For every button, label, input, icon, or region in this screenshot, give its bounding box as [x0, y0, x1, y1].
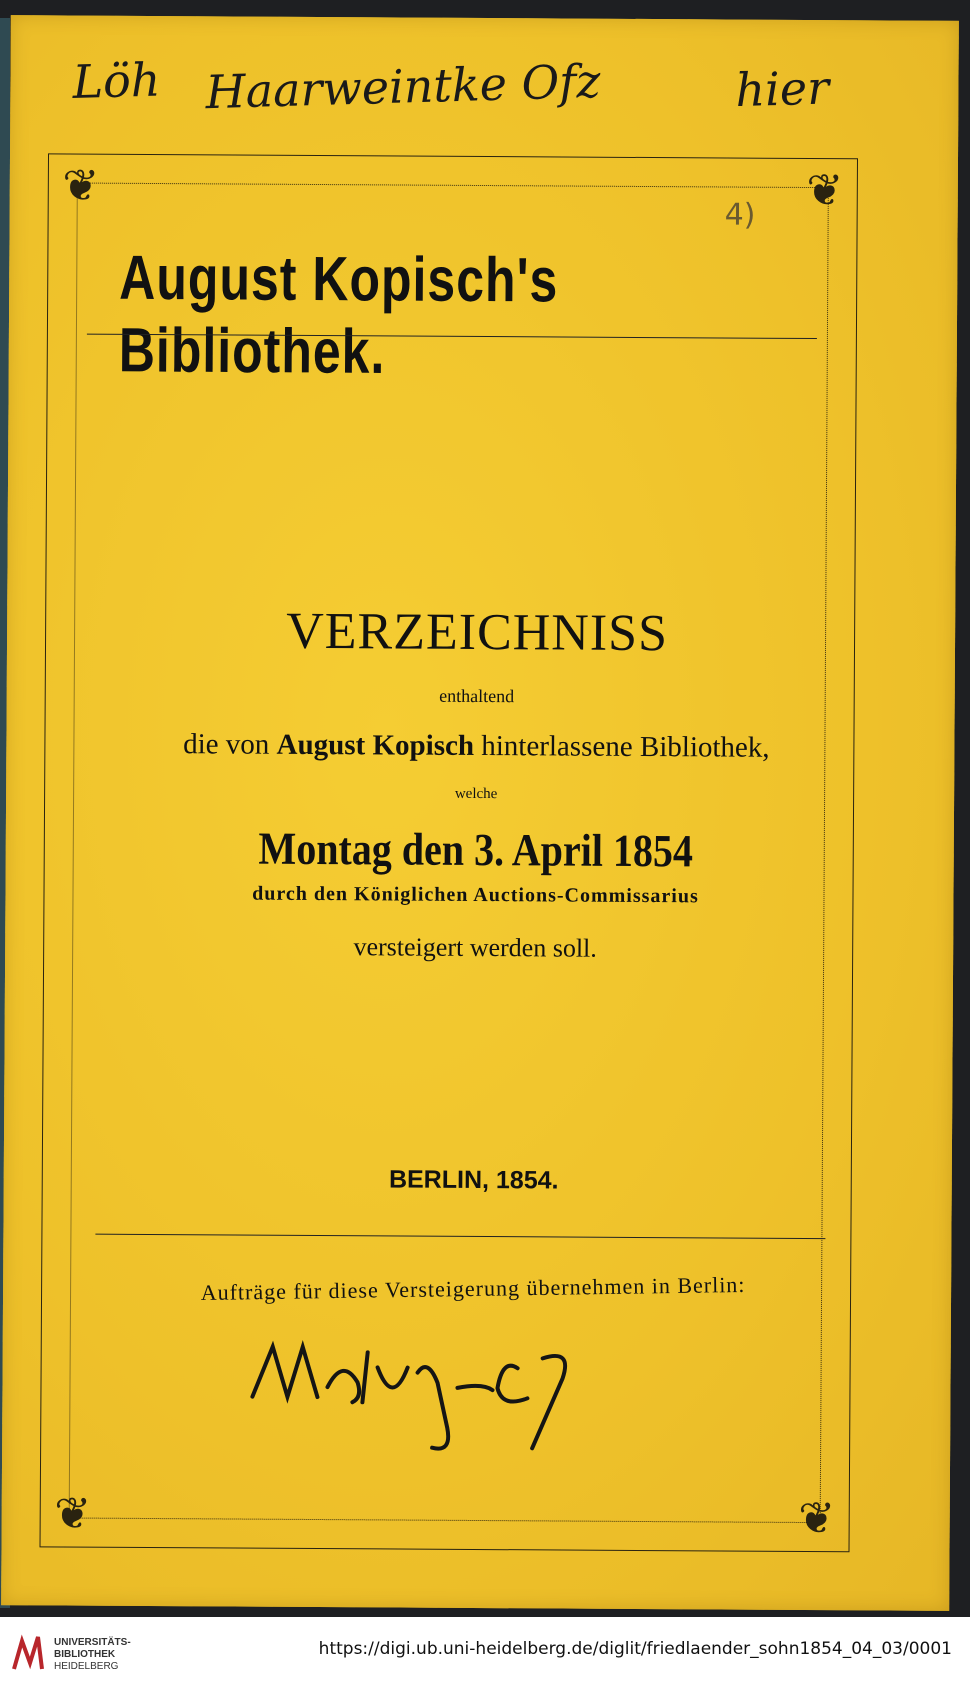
- handwritten-note-1: Löh: [71, 52, 162, 110]
- line-enthaltend: enthaltend: [439, 685, 515, 707]
- logo-line-3: HEIDELBERG: [54, 1661, 119, 1672]
- footer-bar: [0, 1617, 970, 1687]
- orders-line: Aufträge für diese Versteigerung übernehmen in Berlin:: [200, 1271, 746, 1306]
- corner-ornament-top-right: ❦: [806, 165, 844, 216]
- line-bibliothek: [66, 727, 886, 765]
- line-bibliothek-name: August Kopisch: [276, 728, 475, 762]
- line-durch: durch den Königlichen Auctions-Commissarius: [252, 882, 699, 908]
- handwritten-note-2: Haarweintke Ofz: [204, 53, 602, 120]
- university-library-logo-icon: [10, 1633, 46, 1673]
- corner-ornament-bottom-right: ❦: [798, 1493, 836, 1544]
- auction-date: Montag den 3. April 1854: [258, 822, 694, 877]
- handwritten-note-3: hier: [734, 60, 830, 118]
- corner-ornament-top-left: ❦: [62, 161, 100, 211]
- handwritten-signature: [242, 1327, 663, 1460]
- permalink-url[interactable]: https://digi.ub.uni-heidelberg.de/diglit/friedlaender_sohn1854_04_03/0001: [318, 1639, 952, 1659]
- scanned-title-page: [1, 15, 959, 1611]
- line-welche: welche: [454, 785, 498, 803]
- line-bibliothek-pre: die von: [183, 728, 277, 761]
- line-versteigert: versteigert werden soll.: [353, 932, 597, 963]
- logo-line-2: BIBLIOTHEK: [54, 1649, 116, 1660]
- catalogue-heading: VERZEICHNISS: [286, 602, 669, 663]
- line-bibliothek-post: hinterlassene Bibliothek,: [473, 729, 770, 764]
- corner-ornament-bottom-left: ❦: [54, 1489, 92, 1539]
- place-year: BERLIN, 1854.: [388, 1165, 559, 1195]
- library-logo-text: [54, 1637, 131, 1673]
- pencil-mark: 4): [724, 197, 756, 233]
- library-title: August Kopisch's Bibliothek.: [118, 242, 559, 387]
- logo-line-1: UNIVERSITÄTS-: [54, 1637, 131, 1648]
